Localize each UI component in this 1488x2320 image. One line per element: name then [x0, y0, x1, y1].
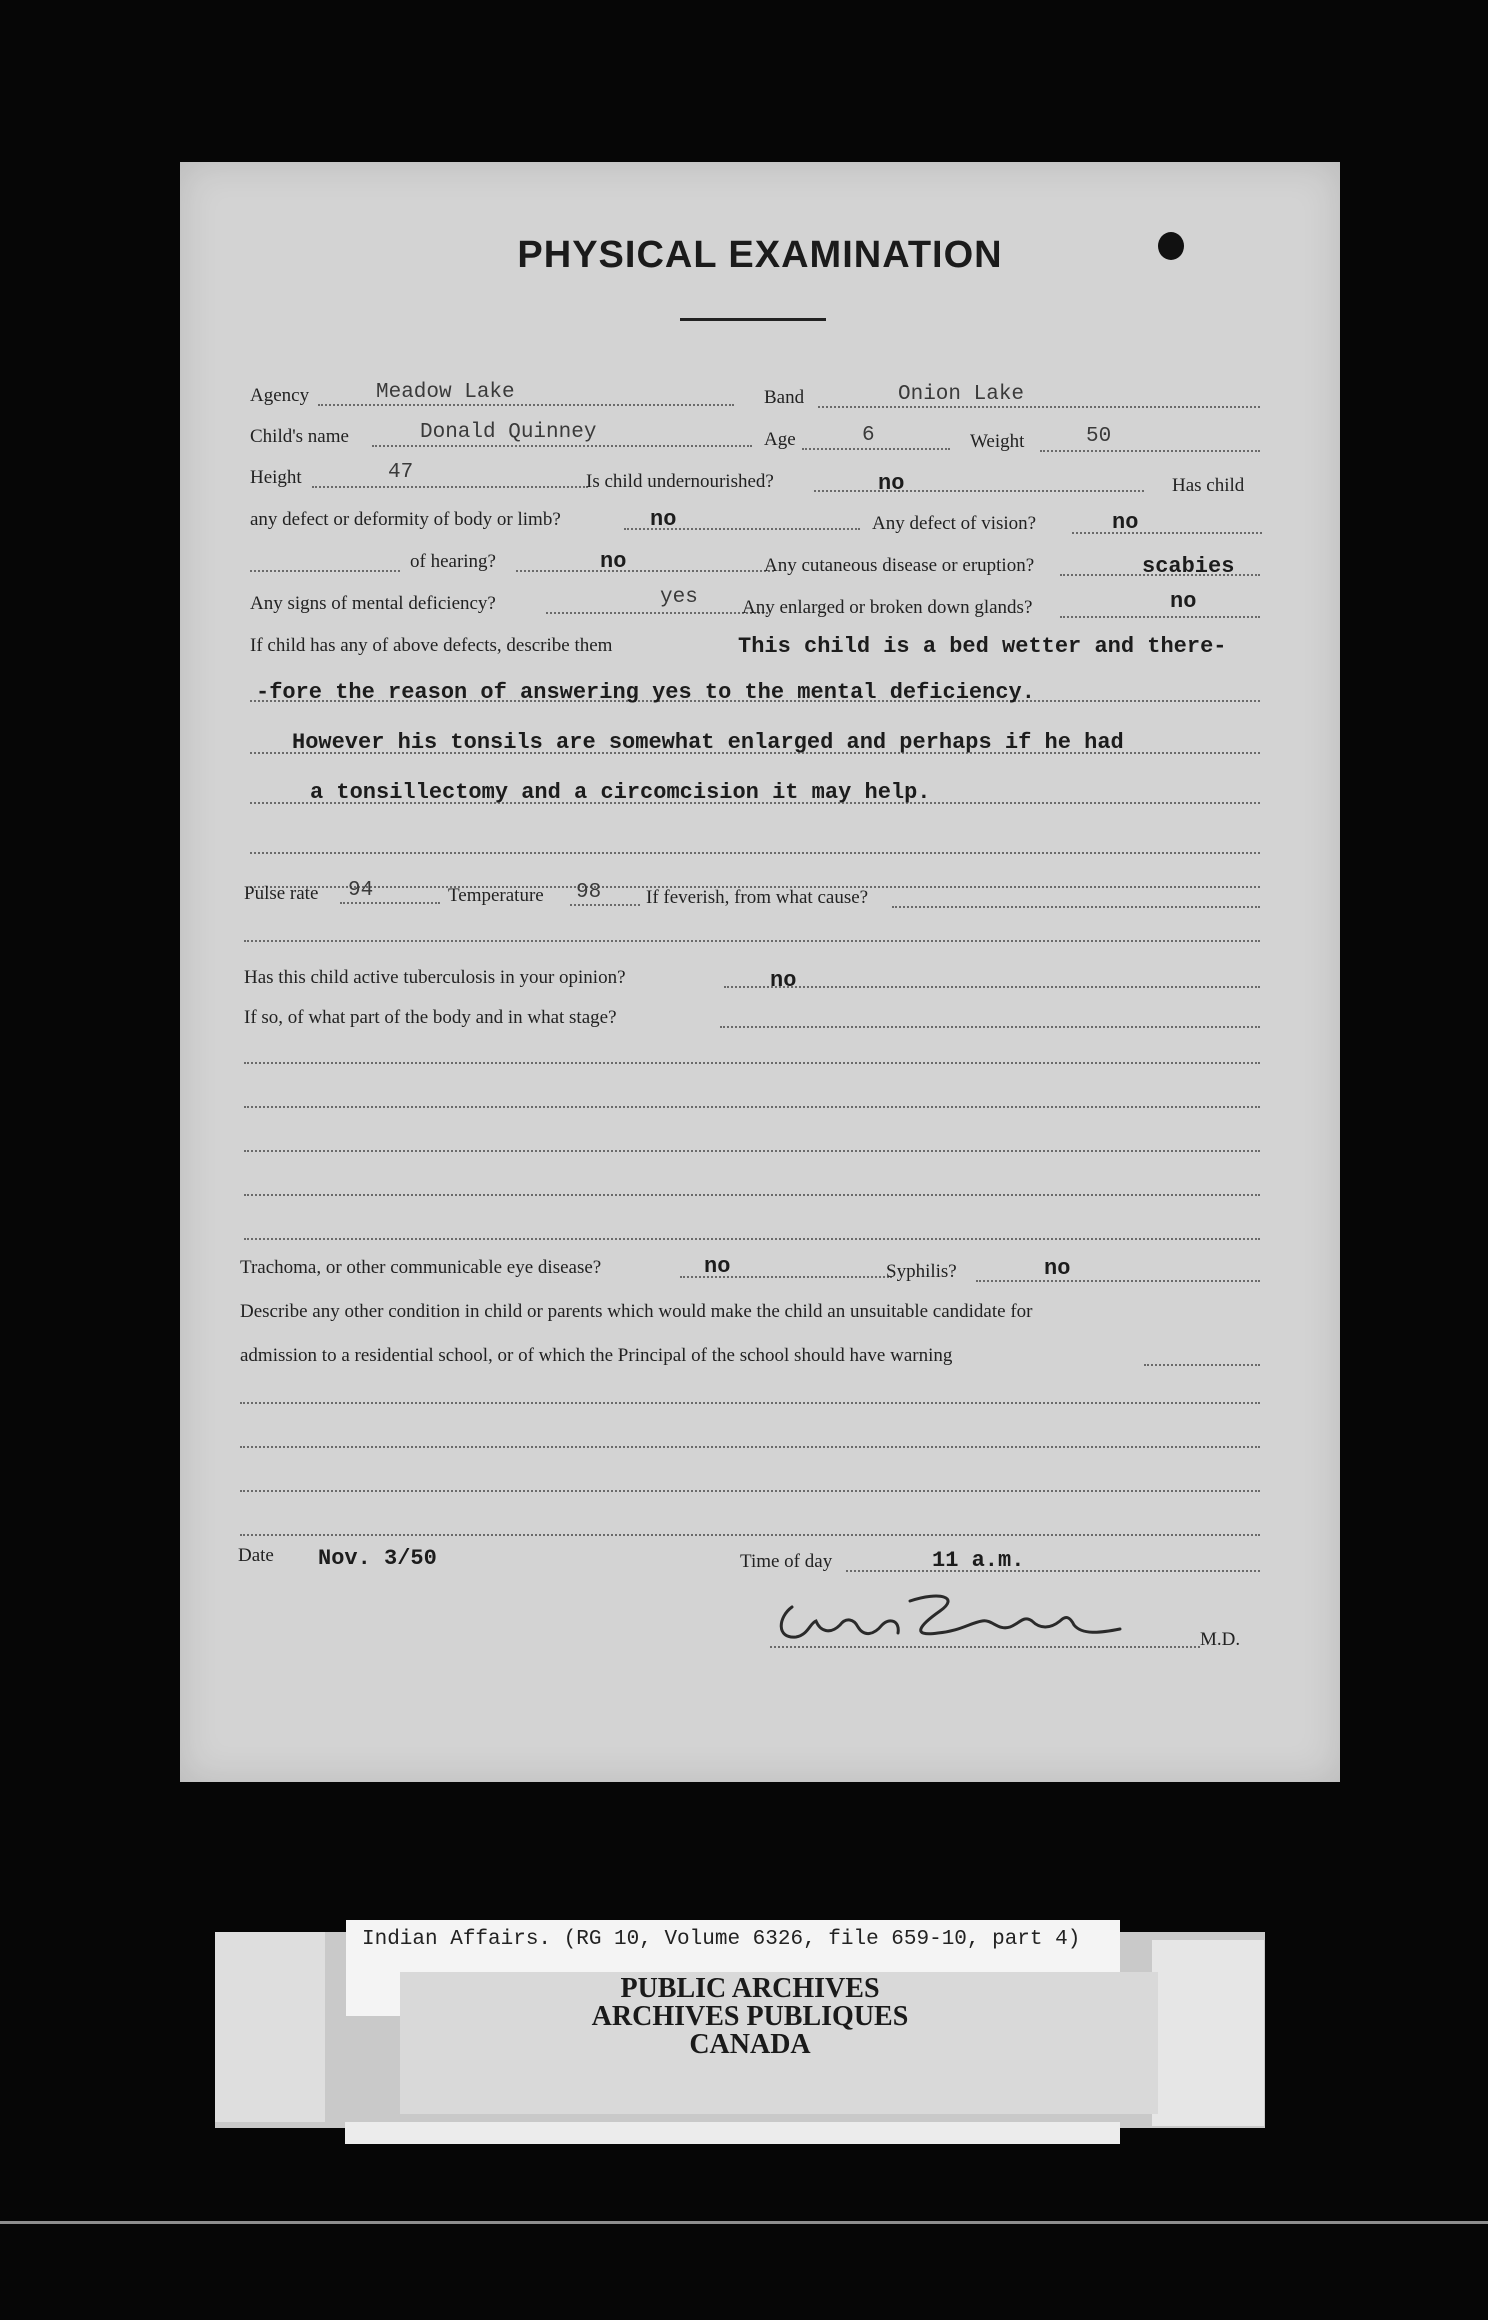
mental-value: yes — [660, 586, 698, 609]
feverish-label: If feverish, from what cause? — [646, 887, 869, 908]
hearing-value: no — [600, 549, 627, 574]
defect-body-label: any defect or deformity of body or limb? — [250, 509, 561, 530]
hearing-line — [516, 570, 774, 572]
other-condition-line-1: Describe any other condition in child or parents which would make the child an unsuitable candidate for — [240, 1301, 1033, 1322]
form-title: PHYSICAL EXAMINATION — [517, 234, 1003, 276]
date-value: Nov. 3/50 — [318, 1546, 437, 1571]
glands-value: no — [1170, 589, 1197, 614]
tb-line — [724, 986, 1260, 988]
temperature-line — [570, 904, 640, 906]
describe-label: If child has any of above defects, describe them — [250, 635, 613, 656]
pulse-label: Pulse rate — [244, 883, 319, 904]
other-condition-line — [1144, 1364, 1260, 1366]
agency-line — [318, 404, 734, 406]
tb-rule-1 — [244, 1062, 1260, 1064]
date-label: Date — [238, 1545, 274, 1566]
cutaneous-value: scabies — [1142, 554, 1235, 579]
md-label: M.D. — [1200, 1629, 1241, 1650]
archive-bottom-bar — [345, 2122, 1120, 2144]
age-value: 6 — [862, 424, 875, 447]
undernourished-line — [814, 490, 1144, 492]
has-child-label: Has child — [1172, 475, 1245, 496]
mental-label: Any signs of mental deficiency? — [250, 593, 496, 614]
temperature-label: Temperature — [448, 885, 544, 906]
syphilis-value: no — [1044, 1256, 1071, 1281]
title-underline — [680, 318, 826, 321]
undernourished-label: Is child undernourished? — [586, 471, 774, 492]
other-rule-4 — [240, 1534, 1260, 1536]
tb-rule-5 — [244, 1238, 1260, 1240]
pulse-value: 94 — [348, 879, 374, 902]
temperature-value: 98 — [576, 881, 602, 904]
band-label: Band — [764, 387, 805, 408]
tb-rule-2 — [244, 1106, 1260, 1108]
band-value: Onion Lake — [898, 383, 1025, 406]
hearing-label: of hearing? — [410, 551, 496, 572]
other-condition-line-2: admission to a residential school, or of which the Principal of the school should have warning — [240, 1345, 953, 1366]
tb-label: Has this child active tuberculosis in your opinion? — [244, 967, 626, 988]
weight-label: Weight — [970, 431, 1025, 452]
time-line — [846, 1570, 1260, 1572]
age-line — [802, 448, 950, 450]
undernourished-value: no — [878, 471, 905, 496]
trachoma-label: Trachoma, or other communicable eye disease? — [240, 1257, 602, 1278]
tb-value: no — [770, 968, 797, 993]
describe-line-1: This child is a bed wetter and there- — [738, 634, 1227, 659]
tb-part-label: If so, of what part of the body and in what stage? — [244, 1007, 617, 1028]
other-rule-3 — [240, 1490, 1260, 1492]
tb-part-line — [720, 1026, 1260, 1028]
pulse-line — [340, 902, 440, 904]
weight-value: 50 — [1086, 425, 1112, 448]
archive-strip-left — [215, 1932, 325, 2122]
hearing-prefix-line — [250, 570, 400, 572]
child-name-label: Child's name — [250, 426, 349, 447]
other-rule-2 — [240, 1446, 1260, 1448]
tb-rule-4 — [244, 1194, 1260, 1196]
ink-blot — [1158, 232, 1184, 260]
defect-vision-value: no — [1112, 510, 1139, 535]
stamp-line-3: CANADA — [689, 2029, 811, 2060]
tb-rule-3 — [244, 1150, 1260, 1152]
describe-line-4: a tonsillectomy and a circomcision it may help. — [310, 780, 931, 805]
feverish-line — [892, 906, 1260, 908]
height-value: 47 — [388, 461, 414, 484]
height-label: Height — [250, 467, 302, 488]
mental-line — [546, 612, 768, 614]
defect-vision-line — [1072, 532, 1262, 534]
archive-strip-right — [1152, 1940, 1264, 2126]
stamp-line-1: PUBLIC ARCHIVES — [620, 1973, 880, 2004]
defect-vision-label: Any defect of vision? — [872, 513, 1037, 534]
feverish-rule-2 — [244, 940, 1260, 942]
syphilis-line — [976, 1280, 1260, 1282]
describe-line-3: However his tonsils are somewhat enlarged and perhaps if he had — [292, 730, 1124, 755]
agency-label: Agency — [250, 385, 310, 406]
glands-line — [1060, 616, 1260, 618]
examination-form-card — [180, 162, 1340, 1782]
cutaneous-label: Any cutaneous disease or eruption? — [764, 555, 1035, 576]
age-label: Age — [764, 429, 796, 450]
height-line — [312, 486, 588, 488]
reference-text: Indian Affairs. (RG 10, Volume 6326, file 659-10, part 4) — [362, 1928, 1081, 1951]
stamp-line-2: ARCHIVES PUBLIQUES — [591, 2001, 909, 2032]
film-edge-line — [0, 2221, 1488, 2224]
signature-image — [770, 1577, 1150, 1657]
child-name-line — [372, 445, 752, 447]
agency-value: Meadow Lake — [376, 381, 515, 404]
describe-line-2: -fore the reason of answering yes to the mental deficiency. — [256, 680, 1035, 705]
archive-stamp — [400, 1975, 1100, 2059]
defect-body-value: no — [650, 507, 677, 532]
child-name-value: Donald Quinney — [420, 421, 597, 444]
glands-label: Any enlarged or broken down glands? — [742, 597, 1033, 618]
time-label: Time of day — [740, 1551, 833, 1572]
describe-rule-4 — [250, 852, 1260, 854]
weight-line — [1040, 450, 1260, 452]
syphilis-label: Syphilis? — [886, 1261, 957, 1282]
other-rule-1 — [240, 1402, 1260, 1404]
time-value: 11 a.m. — [932, 1548, 1025, 1573]
band-line — [818, 406, 1260, 408]
trachoma-value: no — [704, 1254, 731, 1279]
